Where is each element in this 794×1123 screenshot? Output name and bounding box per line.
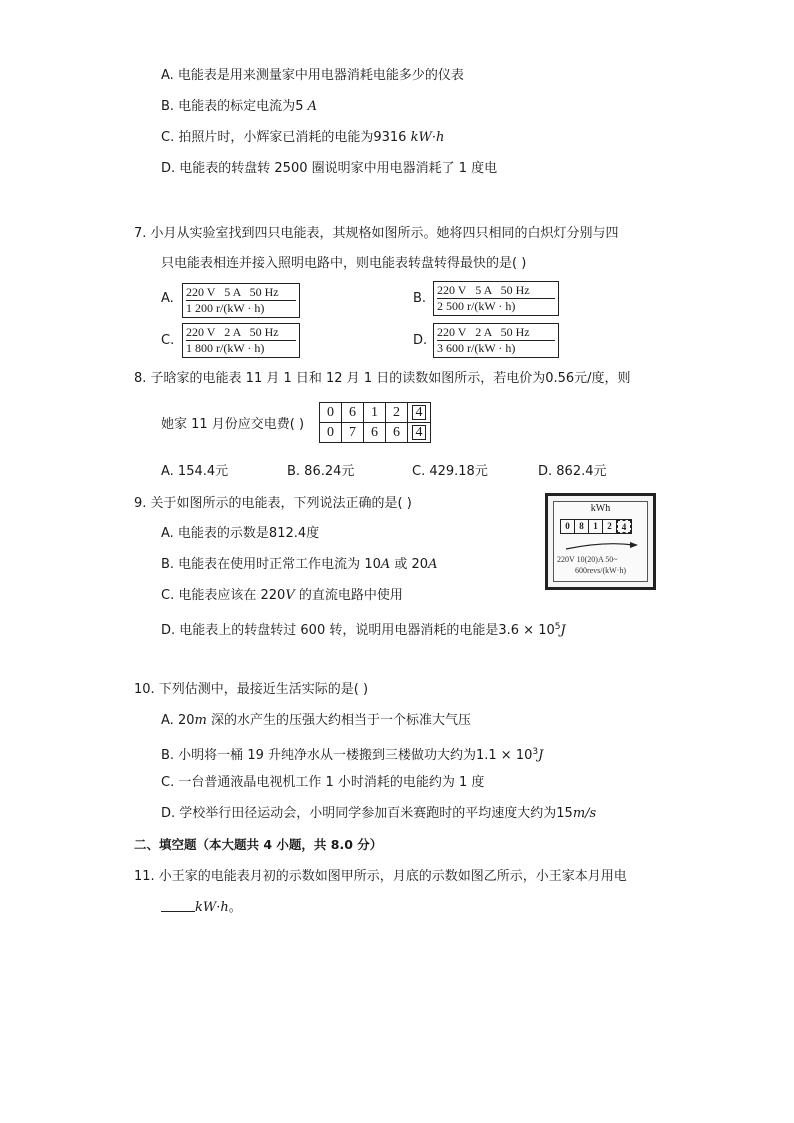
q10-option-a	[161, 712, 471, 730]
q9-option-c-rest: 的直流电路中使用	[294, 588, 403, 603]
q10-option-c: C. 一台普通液晶电视机工作 1 小时消耗的电能约为 1 度	[161, 775, 485, 790]
q6-option-b-text: B. 电能表的标定电流为	[161, 99, 296, 114]
digit: 8	[575, 520, 589, 533]
q9-meter-unit: kWh	[590, 503, 611, 514]
q9-option-b-unit2: A	[428, 557, 438, 572]
q11-answer-line	[161, 899, 242, 917]
digit: 6	[342, 403, 364, 422]
q8-reading-nov	[320, 403, 430, 422]
q8-stem-line2: 她家 11 月份应交电费( )	[161, 417, 305, 432]
q8-option-b: B. 86.24元	[287, 464, 355, 479]
q10-option-b-unit: J	[538, 748, 544, 763]
q11-punctuation: 。	[228, 900, 242, 915]
digit: 6	[364, 423, 386, 442]
q11-stem: 11. 小王家的电能表月初的示数如图甲所示，月底的示数如图乙所示，小王家本月用电	[134, 869, 627, 884]
q7-option-b-meter	[433, 281, 559, 316]
q9-option-b-or: 或	[390, 557, 412, 572]
q10-option-a-value: 20	[177, 713, 195, 728]
q10-option-d-unit: m/s	[572, 806, 597, 821]
q10-stem: 10. 下列估测中，最接近生活实际的是( )	[134, 682, 369, 697]
q7-option-a-label: A.	[161, 291, 174, 306]
q7-option-b-label: B.	[413, 291, 427, 306]
q9-option-d-text: D. 电能表上的转盘转过 600 转，说明用电器消耗的电能是	[161, 623, 499, 638]
q6-option-c	[161, 129, 444, 147]
digit: 2	[603, 520, 617, 533]
q8-reading-dec	[320, 422, 430, 442]
decimal-digit: 4	[408, 423, 430, 442]
q10-option-a-label: A.	[161, 713, 178, 728]
q10-option-a-unit: m	[194, 713, 207, 728]
q7-option-d-spec: 220 V 2 A 50 Hz	[437, 325, 555, 341]
q8-option-d: D. 862.4元	[538, 464, 607, 479]
q7-option-a-meter	[182, 283, 300, 318]
q9-meter-digits	[560, 519, 632, 534]
q9-option-b-text: B. 电能表在使用时正常工作电流为	[161, 557, 365, 572]
q7-option-a-spec: 220 V 5 A 50 Hz	[186, 285, 296, 301]
q9-option-c-text: C. 电能表应该在	[161, 588, 261, 603]
q10-option-a-rest: 深的水产生的压强大约相当于一个标准大气压	[206, 713, 471, 728]
q9-stem: 9. 关于如图所示的电能表，下列说法正确的是( )	[134, 496, 412, 511]
q6-option-b	[161, 98, 317, 116]
digit: 1	[364, 403, 386, 422]
q6-option-b-value: 5	[295, 99, 304, 114]
q7-option-d-meter	[433, 323, 559, 358]
digit: 1	[589, 520, 603, 533]
q10-option-b-base: 1.1 × 10	[476, 748, 533, 763]
q10-option-d	[161, 805, 596, 823]
q7-option-d-rate: 3 600 r/(kW · h)	[437, 341, 516, 355]
q6-option-c-text: C. 拍照片时，小辉家已消耗的电能为	[161, 130, 374, 145]
q7-option-c-meter	[182, 323, 300, 358]
digit: 2	[386, 403, 408, 422]
q9-option-d-unit: J	[560, 623, 566, 638]
digit: 6	[386, 423, 408, 442]
q9-option-c-unit: V	[285, 588, 295, 603]
q7-stem-line1: 7. 小月从实验室找到四只电能表，其规格如图所示。她将四只相同的白炽灯分别与四	[134, 226, 619, 241]
q9-meter-photo	[545, 493, 656, 590]
digit: 0	[561, 520, 575, 533]
q7-option-d-label: D.	[413, 333, 428, 348]
q9-meter-panel	[553, 501, 648, 582]
q8-option-c: C. 429.18元	[412, 464, 488, 479]
q6-option-c-value: 9316	[373, 130, 407, 145]
q9-option-b	[161, 556, 437, 574]
decimal-digit: 4	[408, 403, 430, 422]
q7-option-c-spec: 220 V 2 A 50 Hz	[186, 325, 296, 341]
q6-option-c-unit: kW·h	[410, 130, 445, 145]
q10-option-d-text: D. 学校举行田径运动会，小明同学参加百米赛跑时的平均速度大约为	[161, 806, 557, 821]
q10-option-b	[161, 743, 543, 765]
q9-option-d-exponent: 5	[554, 622, 561, 632]
decimal-digit: 4	[617, 520, 631, 533]
q9-option-c	[161, 587, 403, 605]
q7-option-c-rate: 1 800 r/(kW · h)	[186, 341, 265, 355]
q6-option-d: D. 电能表的转盘转 2500 圈说明家中用电器消耗了 1 度电	[161, 161, 498, 176]
q6-option-b-unit: A	[307, 99, 317, 114]
q9-option-d	[161, 618, 566, 640]
q9-option-d-base: 3.6 × 10	[498, 623, 555, 638]
digit: 7	[342, 423, 364, 442]
q11-unit: kW·h	[195, 900, 229, 915]
q7-option-a-rate: 1 200 r/(kW · h)	[186, 301, 265, 315]
q10-option-b-exponent: 3	[532, 747, 539, 757]
q10-option-b-text: B. 小明将一桶 19 升纯净水从一楼搬到三楼做功大约为	[161, 748, 476, 763]
q7-option-c-label: C.	[161, 333, 175, 348]
section-title: 二、填空题（本大题共 4 小题，共 8.0 分）	[134, 837, 383, 852]
q9-option-b-value2: 20	[411, 557, 429, 572]
rotation-arrow-icon	[564, 540, 644, 552]
q10-option-d-value: 15	[556, 806, 573, 821]
q8-stem-line1: 8. 子晗家的电能表 11 月 1 日和 12 月 1 日的读数如图所示，若电价为0.56元/度，则	[134, 371, 631, 386]
q9-option-a: A. 电能表的示数是812.4度	[161, 526, 320, 541]
digit: 0	[320, 423, 342, 442]
q8-meter-readings	[319, 402, 431, 443]
digit: 0	[320, 403, 342, 422]
q8-option-a: A. 154.4元	[161, 464, 229, 479]
q9-option-b-unit1: A	[380, 557, 391, 572]
q7-option-b-spec: 220 V 5 A 50 Hz	[437, 283, 555, 299]
answer-blank[interactable]	[161, 900, 195, 912]
q9-meter-spec: 220V 10(20)A 50~	[557, 555, 618, 564]
q9-option-b-value1: 10	[364, 557, 381, 572]
q7-stem-line2: 只电能表相连并接入照明电路中，则电能表转盘转得最快的是( )	[161, 256, 527, 271]
q9-option-c-value: 220	[260, 588, 286, 603]
q7-option-b-rate: 2 500 r/(kW · h)	[437, 299, 516, 313]
q9-meter-rate: 600revs/(kW·h)	[574, 566, 627, 575]
q6-option-a: A. 电能表是用来测量家中用电器消耗电能多少的仪表	[161, 68, 464, 83]
